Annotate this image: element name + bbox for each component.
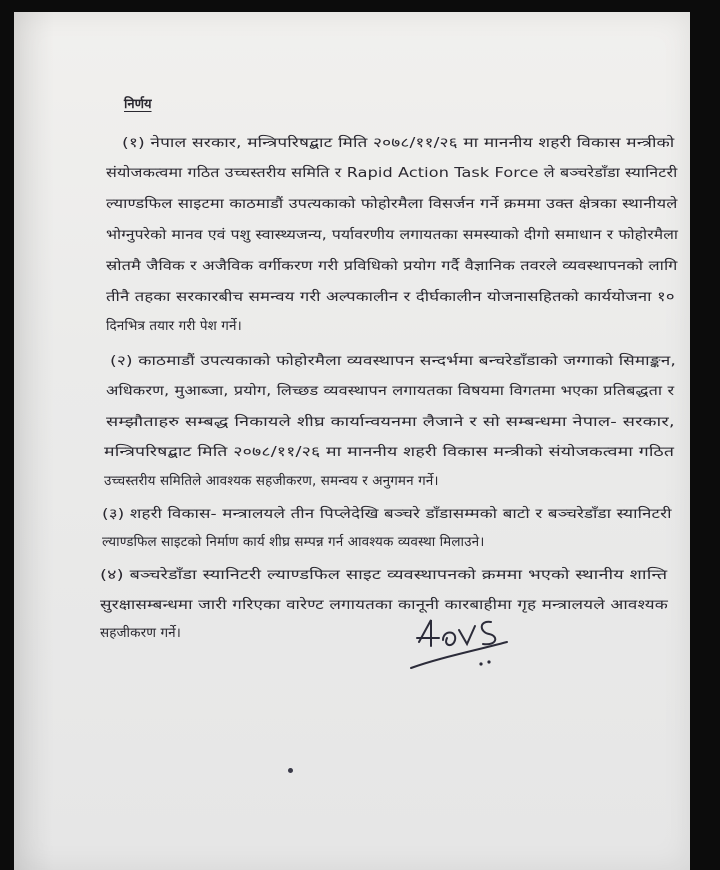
decision-line: ल्याण्डफिल साइटमा काठमाडौं उपत्यकाको फोहोरमैला विसर्जन गर्ने क्रममा उक्त क्षेत्रका स्थानीयले [106,196,678,212]
handwritten-signature [409,612,549,692]
decision-line: स्रोतमै जैविक र अजैविक वर्गीकरण गरी प्रविधिको प्रयोग गर्दै वैज्ञानिक तवरले व्यवस्थापनको लागि [106,258,678,274]
decision-line: दिनभित्र तयार गरी पेश गर्ने। [106,318,242,334]
decision-line: तीनै तहका सरकारबीच समन्वय गरी अल्पकालीन र दीर्घकालीन योजनासहितको कार्ययोजना १० [106,289,675,305]
page-shadow [14,12,54,870]
decision-line: अधिकरण, मुआब्जा, प्रयोग, लिच्छड व्यवस्थापन लगायतका विषयमा विगतमा भएका प्रतिबद्धता र [106,383,675,399]
decision-line: ल्याण्डफिल साइटको निर्माण कार्य शीघ्र सम्पन्न गर्न आवश्यक व्यवस्था मिलाउने। [102,534,485,550]
decision-line: (१) नेपाल सरकार, मन्त्रिपरिषद्बाट मिति २०७८/११/२६ मा माननीय शहरी विकास मन्त्रीको [122,135,675,151]
decision-line: सुरक्षासम्बन्धमा जारी गरिएका वारेण्ट लगायतका कानूनी कारबाहीमा गृह मन्त्रालयले आवश्यक [100,597,668,613]
decision-line: उच्चस्तरीय समितिले आवश्यक सहजीकरण, समन्वय र अनुगमन गर्ने। [104,473,439,489]
decision-line: भोग्नुपरेको मानव एवं पशु स्वास्थ्यजन्य, पर्यावरणीय लगायतका समस्याको दीगो समाधान र फोहोरमैला [106,227,679,243]
document-page [14,12,690,870]
decision-line: (४) बञ्चरेडाँडा स्यानिटरी ल्याण्डफिल साइट व्यवस्थापनको क्रममा भएको स्थानीय शान्ति [100,567,668,583]
decision-line: सम्झौताहरु सम्बद्ध निकायले शीघ्र कार्यान्वयनमा लैजाने र सो सम्बन्धमा नेपाल- सरकार, [106,414,675,430]
document-heading: निर्णय [124,97,152,112]
decision-line: सहजीकरण गर्ने। [100,625,181,641]
ink-dot [288,768,293,773]
decision-line: (३) शहरी विकास- मन्त्रालयले तीन पिप्लेदेखि बञ्चरे डाँडासम्मको बाटो र बञ्चरेडाँडा स्यानिटरी [102,506,672,522]
decision-line: मन्त्रिपरिषद्बाट मिति २०७८/११/२६ मा माननीय शहरी विकास मन्त्रीको संयोजकत्वमा गठित [104,444,675,460]
decision-line: (२) काठमाडौं उपत्यकाको फोहोरमैला व्यवस्थापन सन्दर्भमा बन्चरेडाँडाको जग्गाको सिमाङ्कन, [110,353,677,369]
decision-line: संयोजकत्वमा गठित उच्चस्तरीय समिति र Rapid Action Task Force ले बञ्चरेडाँडा स्यानिटरी [106,165,678,181]
